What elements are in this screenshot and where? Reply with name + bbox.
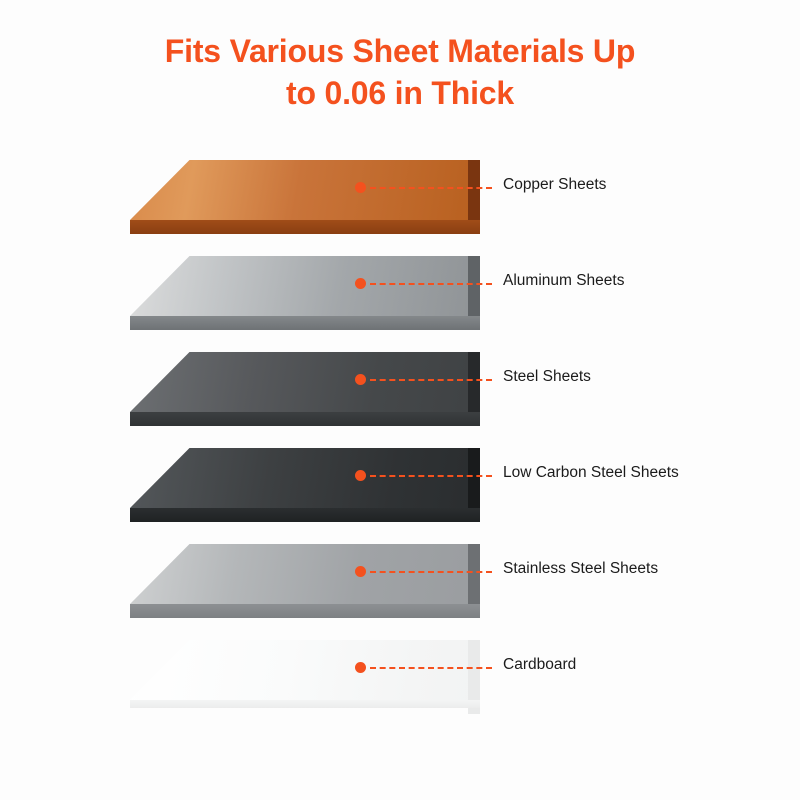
material-label: Stainless Steel Sheets [503,560,659,577]
material-label: Aluminum Sheets [503,272,625,289]
sheet-top-face [130,640,480,700]
sheet-illustration-low-carbon-steel [130,448,480,528]
sheet-front-face [130,604,480,618]
material-label: Low Carbon Steel Sheets [503,464,679,481]
leader-line [370,667,492,669]
leader-line [370,187,492,189]
sheet-top-face [130,256,480,316]
material-row [0,256,800,352]
leader-line [370,571,492,573]
leader-line [370,283,492,285]
material-row [0,640,800,736]
sheet-illustration-copper [130,160,480,240]
leader-line [370,379,492,381]
leader-dot-icon [355,566,366,577]
sheet-illustration-aluminum [130,256,480,336]
sheet-front-face [130,316,480,330]
sheet-top-face [130,448,480,508]
sheet-illustration-steel [130,352,480,432]
leader-dot-icon [355,374,366,385]
material-row [0,448,800,544]
sheet-top-face [130,352,480,412]
material-label: Steel Sheets [503,368,591,385]
material-row [0,352,800,448]
leader-line [370,475,492,477]
sheet-illustration-stainless-steel [130,544,480,624]
sheet-top-face [130,160,480,220]
page-title [60,30,740,114]
sheet-front-face [130,700,480,708]
material-label: Copper Sheets [503,176,607,193]
sheet-front-face [130,412,480,426]
leader-dot-icon [355,662,366,673]
sheet-front-face [130,508,480,522]
leader-dot-icon [355,470,366,481]
sheet-top-face [130,544,480,604]
leader-dot-icon [355,182,366,193]
page-title-line-1: Fits Various Sheet Materials Up [164,33,636,69]
material-row [0,544,800,640]
material-label: Cardboard [503,656,577,673]
material-stack [0,160,800,740]
leader-dot-icon [355,278,366,289]
material-row [0,160,800,256]
sheet-illustration-cardboard [130,640,480,720]
sheet-front-face [130,220,480,234]
page-title-line-2: to 0.06 in Thick [286,75,514,112]
